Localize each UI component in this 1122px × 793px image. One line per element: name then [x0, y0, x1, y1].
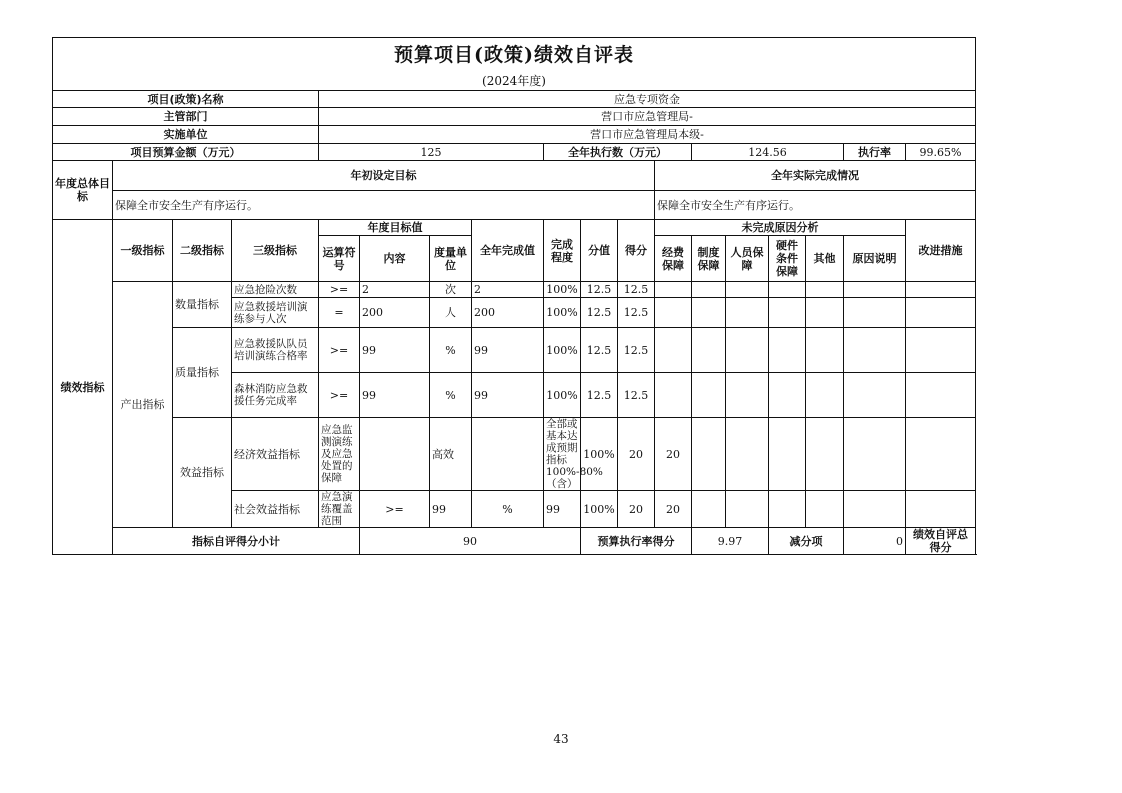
- unit-value: 营口市应急管理局本级-: [319, 126, 976, 144]
- budget-label: 项目预算金额（万元）: [53, 144, 319, 161]
- score-cell: 20: [618, 491, 655, 528]
- score-cell: 12.5: [581, 282, 618, 298]
- got-cell: 12.5: [618, 328, 655, 373]
- empty-cell: [692, 491, 726, 528]
- content-cell: 99: [360, 373, 430, 418]
- empty-cell: [692, 298, 726, 328]
- empty-cell: [906, 373, 976, 418]
- header-level2: 二级指标: [173, 220, 232, 282]
- unit-label: 实施单位: [53, 126, 319, 144]
- budget-value: 125: [319, 144, 544, 161]
- level3-cell: 应急抢险次数: [232, 282, 319, 298]
- empty-cell: [806, 418, 844, 491]
- got-cell: 20: [655, 418, 692, 491]
- content-cell: 99: [430, 491, 472, 528]
- unit-cell: %: [430, 328, 472, 373]
- empty-cell: [844, 491, 906, 528]
- unit-cell: %: [430, 373, 472, 418]
- degree-cell: 100%: [581, 491, 618, 528]
- level2-quantity: 数量指标: [173, 282, 232, 328]
- level3-cell: 应急救援培训演练参与人次: [232, 298, 319, 328]
- empty-cell: [655, 282, 692, 298]
- unit-cell: %: [472, 491, 544, 528]
- degree-cell: 100%: [544, 282, 581, 298]
- header-got: 得分: [618, 220, 655, 282]
- self-evaluation-table: [52, 37, 976, 555]
- empty-cell: [806, 491, 844, 528]
- rate-score-value: 9.97: [692, 528, 769, 555]
- header-content: 内容: [360, 236, 430, 282]
- header-level1: 一级指标: [113, 220, 173, 282]
- header-reason-funding: 经费保障: [655, 236, 692, 282]
- header-unit: 度量单位: [430, 236, 472, 282]
- subtotal-value: 90: [360, 528, 581, 555]
- rate-score-label: 预算执行率得分: [581, 528, 692, 555]
- content-cell: 2: [360, 282, 430, 298]
- table-title: 预算项目(政策)绩效自评表: [53, 38, 976, 74]
- header-improve: 改进措施: [906, 220, 976, 282]
- empty-cell: [655, 328, 692, 373]
- empty-cell: [692, 373, 726, 418]
- empty-cell: [906, 298, 976, 328]
- empty-cell: [692, 328, 726, 373]
- operator-cell: >=: [360, 491, 430, 528]
- level3-cell: 应急监测演练及应急处置的保障: [319, 418, 360, 491]
- year-label: (2024年度): [53, 74, 976, 91]
- score-cell: 12.5: [581, 328, 618, 373]
- completed-cell: 全部或基本达成预期指标100%-80%（含）: [544, 418, 581, 491]
- unit-cell: 次: [430, 282, 472, 298]
- empty-cell: [726, 491, 769, 528]
- empty-cell: [844, 373, 906, 418]
- header-reason-staff: 人员保障: [726, 236, 769, 282]
- operator-cell: >=: [319, 328, 360, 373]
- page-number: 43: [553, 732, 569, 746]
- empty-cell: [769, 491, 806, 528]
- degree-cell: 100%: [544, 298, 581, 328]
- empty-cell: [906, 328, 976, 373]
- content-cell: 200: [360, 298, 430, 328]
- completed-cell: 99: [544, 491, 581, 528]
- level2-economic: 经济效益指标: [232, 418, 319, 491]
- header-reason-hardware: 硬件条件保障: [769, 236, 806, 282]
- dept-value: 营口市应急管理局-: [319, 108, 976, 126]
- empty-cell: [906, 491, 976, 528]
- empty-cell: [806, 282, 844, 298]
- score-cell: 12.5: [581, 373, 618, 418]
- empty-cell: [844, 328, 906, 373]
- got-cell: 12.5: [618, 298, 655, 328]
- header-score: 分值: [581, 220, 618, 282]
- unit-cell: [472, 418, 544, 491]
- level1-benefit: 效益指标: [173, 418, 232, 528]
- level3-cell: 应急演练覆盖范围: [319, 491, 360, 528]
- empty-cell: [844, 298, 906, 328]
- content-cell: 99: [360, 328, 430, 373]
- empty-cell: [806, 298, 844, 328]
- empty-cell: [692, 418, 726, 491]
- empty-cell: [726, 282, 769, 298]
- dept-label: 主管部门: [53, 108, 319, 126]
- empty-cell: [769, 328, 806, 373]
- header-completed: 全年完成值: [472, 220, 544, 282]
- level3-cell: 应急救援队队员培训演练合格率: [232, 328, 319, 373]
- exec-value: 124.56: [692, 144, 844, 161]
- empty-cell: [726, 328, 769, 373]
- got-cell: 12.5: [618, 282, 655, 298]
- empty-cell: [769, 298, 806, 328]
- deduct-label: 减分项: [769, 528, 844, 555]
- got-cell: 20: [655, 491, 692, 528]
- score-cell: 20: [618, 418, 655, 491]
- deduct-value: 0: [844, 528, 906, 555]
- empty-cell: [844, 282, 906, 298]
- empty-cell: [655, 373, 692, 418]
- goal-planned-text: 保障全市安全生产有序运行。: [113, 191, 655, 220]
- header-reason-other: 其他: [806, 236, 844, 282]
- empty-cell: [769, 418, 806, 491]
- empty-cell: [726, 418, 769, 491]
- goal-actual-header: 全年实际完成情况: [655, 161, 976, 191]
- degree-cell: 100%: [581, 418, 618, 491]
- header-degree: 完成程度: [544, 220, 581, 282]
- project-name-value: 应急专项资金: [319, 91, 976, 108]
- empty-cell: [726, 298, 769, 328]
- content-cell: 高效: [430, 418, 472, 491]
- level2-social: 社会效益指标: [232, 491, 319, 528]
- operator-cell: [360, 418, 430, 491]
- completed-cell: 99: [472, 328, 544, 373]
- empty-cell: [769, 373, 806, 418]
- degree-cell: 100%: [544, 373, 581, 418]
- goal-actual-text: 保障全市安全生产有序运行。: [655, 191, 976, 220]
- empty-cell: [806, 373, 844, 418]
- operator-cell: >=: [319, 282, 360, 298]
- goal-label: 年度总体目标: [53, 161, 113, 220]
- operator-cell: =: [319, 298, 360, 328]
- total-label: 绩效自评总得分: [906, 528, 976, 555]
- got-cell: 12.5: [618, 373, 655, 418]
- empty-cell: [844, 418, 906, 491]
- empty-cell: [906, 418, 976, 491]
- header-target-group: 年度目标值: [319, 220, 472, 236]
- level2-quality: 质量指标: [173, 328, 232, 418]
- exec-label: 全年执行数（万元）: [544, 144, 692, 161]
- rate-label: 执行率: [844, 144, 906, 161]
- subtotal-label: 指标自评得分小计: [113, 528, 360, 555]
- header-operator: 运算符号: [319, 236, 360, 282]
- empty-cell: [769, 282, 806, 298]
- header-reason-system: 制度保障: [692, 236, 726, 282]
- unit-cell: 人: [430, 298, 472, 328]
- operator-cell: >=: [319, 373, 360, 418]
- empty-cell: [655, 298, 692, 328]
- completed-cell: 99: [472, 373, 544, 418]
- perf-label: 绩效指标: [53, 220, 113, 555]
- empty-cell: [806, 328, 844, 373]
- header-level3: 三级指标: [232, 220, 319, 282]
- empty-cell: [726, 373, 769, 418]
- goal-planned-header: 年初设定目标: [113, 161, 655, 191]
- completed-cell: 200: [472, 298, 544, 328]
- header-reason-group: 未完成原因分析: [655, 220, 906, 236]
- rate-value: 99.65%: [906, 144, 976, 161]
- level1-output: 产出指标: [113, 282, 173, 528]
- degree-cell: 100%: [544, 328, 581, 373]
- score-cell: 12.5: [581, 298, 618, 328]
- header-reason-note: 原因说明: [844, 236, 906, 282]
- completed-cell: 2: [472, 282, 544, 298]
- empty-cell: [692, 282, 726, 298]
- level3-cell: 森林消防应急救援任务完成率: [232, 373, 319, 418]
- empty-cell: [906, 282, 976, 298]
- project-name-label: 项目(政策)名称: [53, 91, 319, 108]
